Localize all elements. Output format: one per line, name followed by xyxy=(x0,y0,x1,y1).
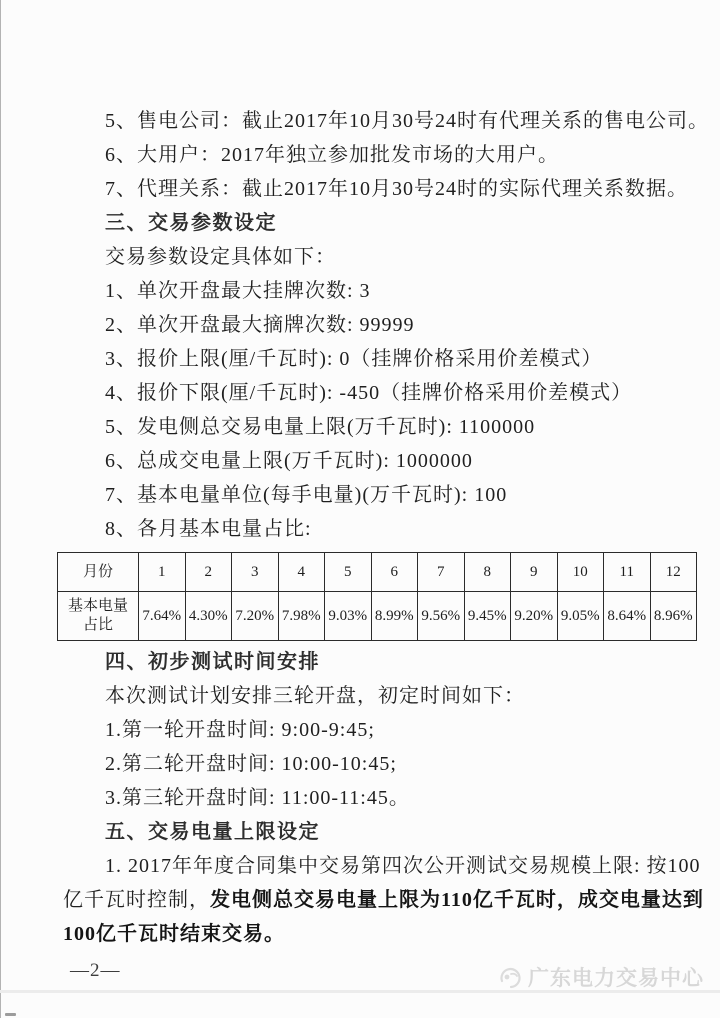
month-header-cell: 7 xyxy=(418,553,465,592)
definition-item: 5、售电公司：截止2017年10月30号24时有代理关系的售电公司。 xyxy=(105,110,709,132)
trading-center-logo-icon xyxy=(497,964,523,990)
month-header-cell: 2 xyxy=(185,553,232,592)
ratio-value-cell: 9.45% xyxy=(464,592,511,641)
ratio-value-cell: 9.56% xyxy=(418,592,465,641)
round-time-item: 3.第三轮开盘时间: 11:00-11:45。 xyxy=(105,787,410,809)
month-header-cell: 9 xyxy=(511,553,558,592)
section-5-heading: 五、交易电量上限设定 xyxy=(105,821,320,843)
month-header-cell: 11 xyxy=(604,553,651,592)
definition-item: 6、大用户：2017年独立参加批发市场的大用户。 xyxy=(105,144,559,166)
param-item: 3、报价上限(厘/千瓦时): 0（挂牌价格采用价差模式） xyxy=(105,348,603,370)
watermark-text: 广东电力交易中心 xyxy=(528,967,704,990)
definition-item: 7、代理关系：截止2017年10月30号24时的实际代理关系数据。 xyxy=(105,178,688,200)
table-row xyxy=(58,553,697,592)
month-header-cell: 10 xyxy=(557,553,604,592)
ratio-value-cell: 9.05% xyxy=(557,592,604,641)
month-header-cell: 3 xyxy=(232,553,279,592)
page-number: —2— xyxy=(70,960,121,981)
ratio-value-cell: 8.99% xyxy=(371,592,418,641)
ratio-value-cell: 9.03% xyxy=(325,592,372,641)
row-label-cell: 基本电量占比 xyxy=(58,592,139,641)
limit-paragraph-line xyxy=(63,917,703,951)
month-header-cell: 4 xyxy=(278,553,325,592)
scan-edge-artifact xyxy=(0,0,1,1018)
param-item: 1、单次开盘最大挂牌次数: 3 xyxy=(105,280,371,302)
round-time-item: 2.第二轮开盘时间: 10:00-10:45; xyxy=(105,753,397,775)
param-item: 2、单次开盘最大摘牌次数: 99999 xyxy=(105,314,415,336)
footer-watermark xyxy=(497,962,704,992)
document-body xyxy=(63,104,709,951)
ratio-value-cell: 4.30% xyxy=(185,592,232,641)
ratio-value-cell: 7.64% xyxy=(139,592,186,641)
month-header-cell: 6 xyxy=(371,553,418,592)
section-3-heading: 三、交易参数设定 xyxy=(105,212,277,234)
ratio-value-cell: 8.64% xyxy=(604,592,651,641)
month-header-cell: 8 xyxy=(464,553,511,592)
ratio-value-cell: 7.98% xyxy=(278,592,325,641)
month-header-cell: 1 xyxy=(139,553,186,592)
monthly-base-ratio-table xyxy=(57,552,697,641)
section-4-heading: 四、初步测试时间安排 xyxy=(105,651,320,673)
section-4-intro: 本次测试计划安排三轮开盘，初定时间如下： xyxy=(105,685,525,707)
month-header-cell: 5 xyxy=(325,553,372,592)
param-item: 5、发电侧总交易电量上限(万千瓦时): 1100000 xyxy=(105,416,536,438)
limit-text-normal: 亿千瓦时控制， xyxy=(63,889,210,911)
param-item: 8、各月基本电量占比: xyxy=(105,518,312,540)
param-item: 4、报价下限(厘/千瓦时): -450（挂牌价格采用价差模式） xyxy=(105,382,633,404)
table-row xyxy=(58,592,697,641)
limit-text-bold: 100亿千瓦时结束交易。 xyxy=(63,923,285,945)
ratio-value-cell: 8.96% xyxy=(650,592,697,641)
scan-mark-artifact xyxy=(5,1013,16,1016)
scan-band-artifact xyxy=(0,990,720,993)
section-3-intro: 交易参数设定具体如下： xyxy=(105,246,336,268)
limit-paragraph-line xyxy=(63,849,703,883)
round-time-item: 1.第一轮开盘时间: 9:00-9:45; xyxy=(105,719,375,741)
ratio-value-cell: 7.20% xyxy=(232,592,279,641)
month-header-cell: 12 xyxy=(650,553,697,592)
param-item: 7、基本电量单位(每手电量)(万千瓦时): 100 xyxy=(105,484,508,506)
param-item: 6、总成交电量上限(万千瓦时): 1000000 xyxy=(105,450,473,472)
limit-text-normal: 1. 2017年年度合同集中交易第四次公开测试交易规模上限: 按100 xyxy=(105,855,701,877)
ratio-value-cell: 9.20% xyxy=(511,592,558,641)
table-corner-cell: 月份 xyxy=(58,553,139,592)
limit-text-bold: 发电侧总交易电量上限为110亿千瓦时，成交电量达到 xyxy=(210,889,704,911)
limit-paragraph-line xyxy=(63,883,703,917)
